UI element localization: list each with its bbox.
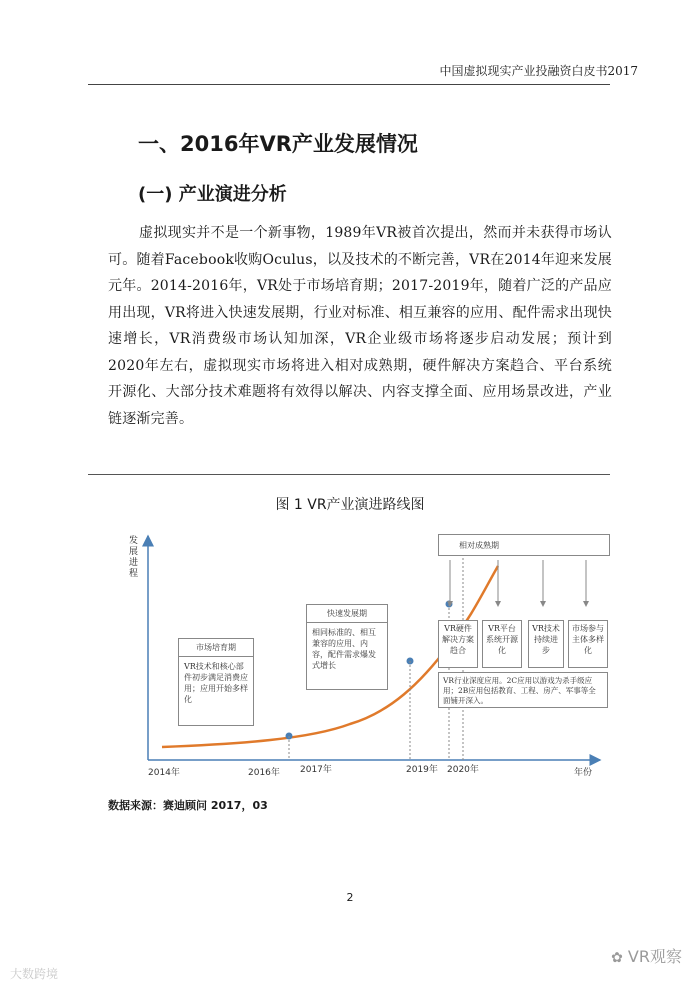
x-tick-2020: 2020年 xyxy=(447,765,479,775)
figure-divider xyxy=(88,474,610,475)
x-tick-2016: 2016年 xyxy=(248,768,280,778)
mature-note-text: VR行业深度应用。2C应用以游戏为杀手级应用；2B应用包括教育、工程、房产、军事等全面铺开深入。 xyxy=(443,676,596,705)
watermark-left: 大数跨境 xyxy=(10,967,59,981)
mature-note xyxy=(438,672,608,708)
mature-item xyxy=(482,620,522,668)
body-paragraph: 虚拟现实并不是一个新事物，1989年VR被首次提出，然而并未获得市场认可。随着Facebook收购Oculus，以及技术的不断完善，VR在2014年迎来发展元年。2014-2016年，VR处于市场培育期；2017-2019年，随着广泛的产品应用出现，VR将进入快速发展期，行业对标准、相互兼容的应用、配件需求出现快速增长，VR消费级市场认知加深，VR企业级市场将逐步启动发展；预计到2020年左右，虚拟现实市场将进入相对成熟期，硬件解决方案趋合、平台系统开源化、大部分技术难题将有效得以解决、内容支撑全面、应用场景改进，产业链逐渐完善。 xyxy=(108,225,612,427)
stage-market-title: 市场培育期 xyxy=(179,639,253,657)
x-tick-2019: 2019年 xyxy=(406,765,438,775)
stage-fast-development xyxy=(306,604,388,690)
stage-market-text: VR技术和核心部件初步满足消费应用；应用开始多样化 xyxy=(184,662,248,704)
mature-item-text: VR技术持续进步 xyxy=(532,624,560,655)
stage-market-cultivation xyxy=(178,638,254,726)
watermark-right-text: VR观察 xyxy=(627,947,682,966)
mature-item xyxy=(438,620,478,668)
header-divider xyxy=(88,84,610,85)
page-number: 2 xyxy=(346,891,354,904)
data-source: 数据来源：赛迪顾问 2017，03 xyxy=(108,799,268,812)
stage-mature-title: 相对成熟期 xyxy=(459,541,499,550)
subsection-heading: (一) 产业演进分析 xyxy=(138,184,287,205)
figure-caption: 图 1 VR产业演进路线图 xyxy=(275,497,425,513)
roadmap-figure xyxy=(100,524,610,784)
mature-item-text: VR平台系统开源化 xyxy=(486,624,518,655)
section-heading: 一、2016年VR产业发展情况 xyxy=(138,132,418,156)
y-axis-label: 发展进程 xyxy=(129,536,139,579)
x-axis-label: 年份 xyxy=(574,768,593,778)
watermark-right xyxy=(611,944,682,967)
stage-mature xyxy=(438,534,610,556)
mature-item-text: VR硬件解决方案趋合 xyxy=(442,624,474,655)
mature-item xyxy=(528,620,564,668)
stage-fast-text: 相同标准的、相互兼容的应用、内容，配件需求爆发式增长 xyxy=(312,628,376,670)
mature-item-text: 市场参与主体多样化 xyxy=(572,624,604,655)
header-title: 中国虚拟现实产业投融资白皮书2017 xyxy=(439,64,638,78)
wechat-icon: ✿ xyxy=(611,950,623,966)
mature-item xyxy=(568,620,608,668)
stage-fast-title: 快速发展期 xyxy=(307,605,387,623)
x-tick-2017: 2017年 xyxy=(300,765,332,775)
x-tick-2014: 2014年 xyxy=(148,768,180,778)
